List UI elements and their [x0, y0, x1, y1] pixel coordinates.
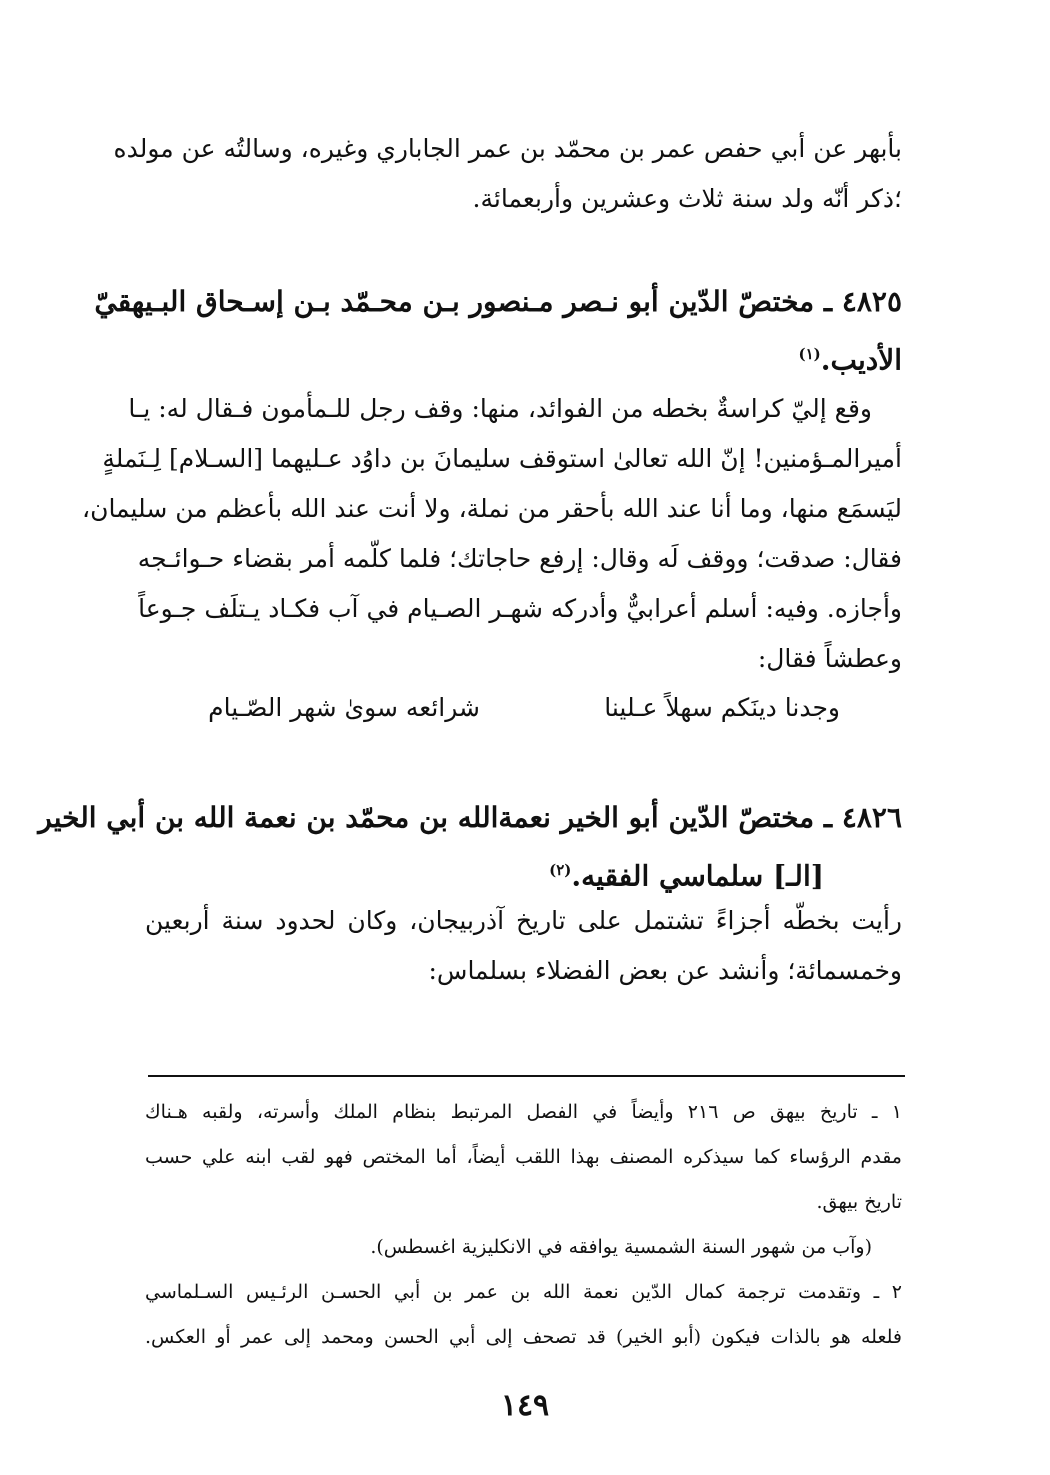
heading-line: ٤٨٢٥ ـ مختصّ الدّين أبو نـصر مـنصور بـن محـمّد بـن إسـحاق البـيهقيّ: [94, 285, 902, 318]
footnote-line: مقدم الرؤساء كما سيذكره المصنف بهذا اللقب أيضاً، أما المختص فهو لقب ابنه علي حسب: [145, 1146, 902, 1168]
entry-4826-body: [145, 896, 902, 996]
heading-line: ٤٨٢٦ ـ مختصّ الدّين أبو الخير نعمةالله بن محمّد بن نعمة الله بن أبي الخير: [38, 801, 902, 834]
text-line: أميرالمـؤمنين! إنّ الله تعالىٰ استوقف سليمانَ بن داوُد عـليهما [السـلام] لِـنَملةٍ: [102, 444, 902, 473]
verse-first-hemistich: وجدنا دينَكم سهلاً عـلينا: [604, 693, 840, 722]
footnote-divider: [148, 1075, 905, 1077]
heading-text: [الـ] سلماسي الفقيه.: [571, 859, 824, 893]
footnote-ref: (٢): [549, 861, 572, 879]
footnote-line: فلعله هو بالذات فيكون (أبو الخير) قد تصحف إلى أبي الحسن ومحمد إلى عمر أو العكس.: [145, 1326, 902, 1348]
footnotes: [145, 1090, 902, 1360]
footnote-line: تاريخ بيهق.: [816, 1191, 902, 1213]
text-line: فقال: صدقت؛ ووقف لَه وقال: إرفع حاجاتك؛ فلما كلّمه أمر بقضاء حـوائـجه: [137, 544, 902, 573]
page-number: ١٤٩: [500, 1388, 550, 1423]
heading-text: الأديب.: [820, 343, 902, 377]
intro-paragraph: [113, 124, 902, 224]
footnote-line: ٢ ـ وتقدمت ترجمة كمال الدّين نعمة الله بن عمر بن أبي الحسـن الرئـيس السـلماسي: [145, 1281, 902, 1303]
verse-second-hemistich: شرائعه سوىٰ شهر الصّـيام: [208, 693, 480, 722]
footnote-line: ١ ـ تاريخ بيهق ص ٢١٦ وأيضاً في الفصل المرتبط بنظام الملك وأسرته، ولقبه هـناك: [145, 1101, 902, 1123]
text-line: وعطشاً فقال:: [757, 644, 902, 673]
text-line: وخمسمائة؛ وأنشد عن بعض الفضلاء بسلماس:: [428, 956, 902, 985]
footnote-line: (وآب من شهور السنة الشمسية يوافقه في الانكليزية اغسطس).: [370, 1236, 872, 1258]
entry-4826-heading: [38, 792, 902, 902]
entry-4825-heading: [94, 276, 902, 386]
footnote-ref: (١): [798, 345, 821, 363]
poem-verse: [0, 683, 1050, 733]
text-line: ليَسمَع منها، وما أنا عند الله بأحقر من نملة، ولا أنت عند الله بأعظم من سليمان،: [82, 494, 902, 523]
text-line: وقع إليّ كراسةٌ بخطه من الفوائد، منها: وقف رجل للـمأمون فـقال له: يـا: [128, 394, 872, 423]
entry-4825-body: [82, 384, 902, 684]
heading-line: [145, 328, 902, 386]
text-line: بأبهر عن أبي حفص عمر بن محمّد بن عمر الجاباري وغيره، وسالتُه عن مولده: [113, 134, 902, 163]
text-line: وأجازه. وفيه: أسلم أعرابيٌّ وأدركه شهـر الصـيام في آب فكـاد يـتلَف جـوعاً: [138, 594, 902, 623]
text-line: ؛ذكر أنّه ولد سنة ثلاث وعشرين وأربعمائة.: [472, 184, 902, 213]
heading-line: [145, 844, 902, 902]
text-line: رأيت بخطّه أجزاءً تشتمل على تاريخ آذربيجان، وكان لحدود سنة أربعين: [145, 906, 902, 935]
